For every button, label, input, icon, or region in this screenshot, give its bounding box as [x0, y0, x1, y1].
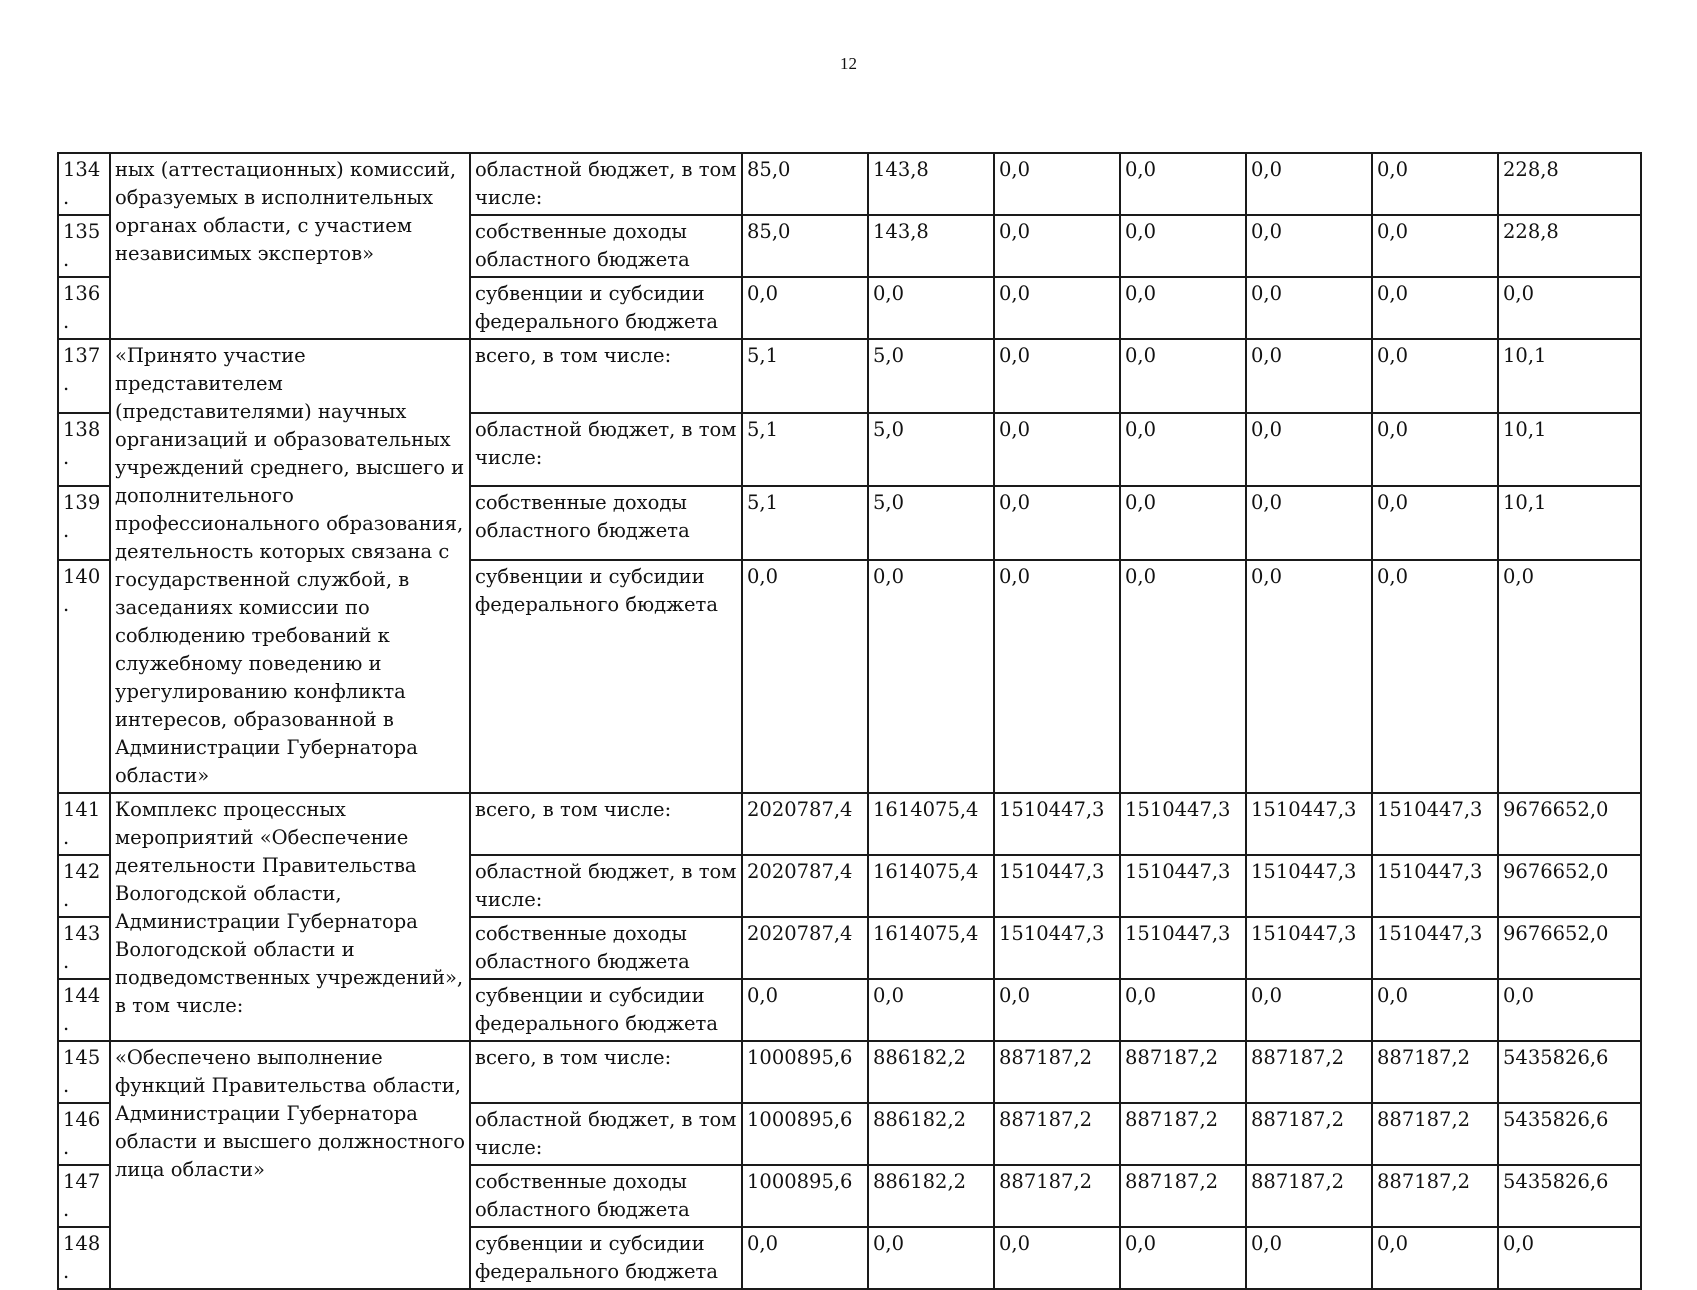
- value-cell: 887187,2: [1120, 1103, 1246, 1165]
- value-cell: 0,0: [1246, 413, 1372, 487]
- funding-source: собственные доходы областного бюджета: [470, 486, 742, 560]
- funding-source: собственные доходы областного бюджета: [470, 917, 742, 979]
- total-value-cell: 0,0: [1498, 1227, 1641, 1289]
- total-value-cell: 228,8: [1498, 215, 1641, 277]
- value-cell: 887187,2: [1372, 1041, 1498, 1103]
- value-cell: 887187,2: [1246, 1165, 1372, 1227]
- value-cell: 2020787,4: [742, 855, 868, 917]
- value-cell: 0,0: [868, 979, 994, 1041]
- measure-name: «Обеспечено выполнение функций Правительства области, Администрации Губернатора области и высшего должностного лица области»: [110, 1041, 470, 1289]
- funding-source: всего, в том числе:: [470, 1041, 742, 1103]
- funding-source: субвенции и субсидии федерального бюджета: [470, 277, 742, 339]
- value-cell: 0,0: [1246, 339, 1372, 413]
- row-number: 134.: [58, 153, 110, 215]
- row-number: 145.: [58, 1041, 110, 1103]
- value-cell: 143,8: [868, 153, 994, 215]
- value-cell: 5,0: [868, 413, 994, 487]
- value-cell: 0,0: [994, 1227, 1120, 1289]
- value-cell: 2020787,4: [742, 917, 868, 979]
- total-value-cell: 228,8: [1498, 153, 1641, 215]
- value-cell: 0,0: [1372, 339, 1498, 413]
- value-cell: 2020787,4: [742, 793, 868, 855]
- value-cell: 886182,2: [868, 1103, 994, 1165]
- value-cell: 1510447,3: [1120, 917, 1246, 979]
- row-number: 141.: [58, 793, 110, 855]
- total-value-cell: 9676652,0: [1498, 855, 1641, 917]
- value-cell: 0,0: [742, 277, 868, 339]
- funding-source: всего, в том числе:: [470, 793, 742, 855]
- value-cell: 0,0: [1246, 215, 1372, 277]
- row-number: 137.: [58, 339, 110, 413]
- funding-source: областной бюджет, в том числе:: [470, 1103, 742, 1165]
- value-cell: 0,0: [1246, 979, 1372, 1041]
- value-cell: 0,0: [994, 277, 1120, 339]
- value-cell: 0,0: [868, 1227, 994, 1289]
- value-cell: 0,0: [1372, 1227, 1498, 1289]
- funding-source: областной бюджет, в том числе:: [470, 855, 742, 917]
- value-cell: 1510447,3: [994, 917, 1120, 979]
- value-cell: 886182,2: [868, 1165, 994, 1227]
- value-cell: 0,0: [1120, 153, 1246, 215]
- value-cell: 0,0: [1246, 1227, 1372, 1289]
- funding-source: собственные доходы областного бюджета: [470, 1165, 742, 1227]
- value-cell: 0,0: [1120, 979, 1246, 1041]
- value-cell: 0,0: [1246, 277, 1372, 339]
- total-value-cell: 10,1: [1498, 339, 1641, 413]
- value-cell: 85,0: [742, 215, 868, 277]
- value-cell: 886182,2: [868, 1041, 994, 1103]
- row-number: 139.: [58, 486, 110, 560]
- value-cell: 1614075,4: [868, 917, 994, 979]
- total-value-cell: 5435826,6: [1498, 1165, 1641, 1227]
- value-cell: 0,0: [1120, 413, 1246, 487]
- total-value-cell: 9676652,0: [1498, 793, 1641, 855]
- value-cell: 0,0: [868, 277, 994, 339]
- value-cell: 1510447,3: [994, 793, 1120, 855]
- row-number: 147.: [58, 1165, 110, 1227]
- table-row: [58, 339, 1641, 413]
- table-body: [58, 153, 1641, 1289]
- row-number: 142.: [58, 855, 110, 917]
- value-cell: 0,0: [994, 215, 1120, 277]
- value-cell: 0,0: [1246, 153, 1372, 215]
- funding-source: субвенции и субсидии федерального бюджета: [470, 1227, 742, 1289]
- value-cell: 1614075,4: [868, 855, 994, 917]
- funding-source: областной бюджет, в том числе:: [470, 413, 742, 487]
- value-cell: 0,0: [1372, 215, 1498, 277]
- funding-source: субвенции и субсидии федерального бюджета: [470, 979, 742, 1041]
- value-cell: 0,0: [1120, 560, 1246, 793]
- total-value-cell: 5435826,6: [1498, 1103, 1641, 1165]
- page-number: 12: [840, 54, 857, 73]
- value-cell: 0,0: [994, 339, 1120, 413]
- value-cell: 1510447,3: [1372, 917, 1498, 979]
- value-cell: 0,0: [1372, 413, 1498, 487]
- value-cell: 143,8: [868, 215, 994, 277]
- value-cell: 1510447,3: [1246, 917, 1372, 979]
- value-cell: 887187,2: [1246, 1103, 1372, 1165]
- funding-source: областной бюджет, в том числе:: [470, 153, 742, 215]
- row-number: 148.: [58, 1227, 110, 1289]
- value-cell: 0,0: [994, 979, 1120, 1041]
- value-cell: 1000895,6: [742, 1165, 868, 1227]
- value-cell: 0,0: [994, 560, 1120, 793]
- total-value-cell: 10,1: [1498, 413, 1641, 487]
- row-number: 140.: [58, 560, 110, 793]
- value-cell: 0,0: [742, 1227, 868, 1289]
- value-cell: 0,0: [1120, 215, 1246, 277]
- row-number: 135.: [58, 215, 110, 277]
- value-cell: 887187,2: [1120, 1165, 1246, 1227]
- funding-source: всего, в том числе:: [470, 339, 742, 413]
- value-cell: 85,0: [742, 153, 868, 215]
- value-cell: 1000895,6: [742, 1103, 868, 1165]
- total-value-cell: 5435826,6: [1498, 1041, 1641, 1103]
- value-cell: 0,0: [1120, 277, 1246, 339]
- value-cell: 1510447,3: [994, 855, 1120, 917]
- value-cell: 1000895,6: [742, 1041, 868, 1103]
- value-cell: 0,0: [1246, 486, 1372, 560]
- funding-source: собственные доходы областного бюджета: [470, 215, 742, 277]
- value-cell: 887187,2: [1372, 1103, 1498, 1165]
- value-cell: 1510447,3: [1120, 793, 1246, 855]
- value-cell: 5,0: [868, 339, 994, 413]
- total-value-cell: 10,1: [1498, 486, 1641, 560]
- value-cell: 0,0: [868, 560, 994, 793]
- measure-name: «Принято участие представителем (представителями) научных организаций и образовательных учреждений среднего, высшего и дополнительного профессионального образования, деятельность которых связана с государственной службой, в заседаниях комиссии по соблюдению требований к служебному поведению и урегулированию конфликта интересов, образованной в Администрации Губернатора области»: [110, 339, 470, 793]
- value-cell: 0,0: [994, 486, 1120, 560]
- value-cell: 0,0: [1372, 560, 1498, 793]
- table-row: [58, 153, 1641, 215]
- measure-name: Комплекс процессных мероприятий «Обеспечение деятельности Правительства Вологодской области, Администрации Губернатора Вологодской области и подведомственных учреждений», в том числе:: [110, 793, 470, 1041]
- row-number: 136.: [58, 277, 110, 339]
- value-cell: 887187,2: [994, 1103, 1120, 1165]
- value-cell: 0,0: [994, 413, 1120, 487]
- budget-table: [57, 152, 1642, 1290]
- total-value-cell: 0,0: [1498, 277, 1641, 339]
- value-cell: 0,0: [1120, 486, 1246, 560]
- value-cell: 0,0: [1372, 486, 1498, 560]
- measure-name: ных (аттестационных) комиссий, образуемых в исполнительных органах области, с участием независимых экспертов»: [110, 153, 470, 339]
- value-cell: 0,0: [1120, 1227, 1246, 1289]
- row-number: 143.: [58, 917, 110, 979]
- value-cell: 1614075,4: [868, 793, 994, 855]
- value-cell: 0,0: [1372, 979, 1498, 1041]
- value-cell: 5,1: [742, 339, 868, 413]
- value-cell: 5,1: [742, 413, 868, 487]
- value-cell: 0,0: [1120, 339, 1246, 413]
- value-cell: 0,0: [1372, 277, 1498, 339]
- value-cell: 5,0: [868, 486, 994, 560]
- value-cell: 1510447,3: [1372, 855, 1498, 917]
- table-row: [58, 1041, 1641, 1103]
- value-cell: 887187,2: [994, 1041, 1120, 1103]
- total-value-cell: 0,0: [1498, 560, 1641, 793]
- value-cell: 1510447,3: [1372, 793, 1498, 855]
- value-cell: 5,1: [742, 486, 868, 560]
- table-row: [58, 793, 1641, 855]
- row-number: 138.: [58, 413, 110, 487]
- value-cell: 0,0: [742, 979, 868, 1041]
- total-value-cell: 9676652,0: [1498, 917, 1641, 979]
- value-cell: 0,0: [1372, 153, 1498, 215]
- funding-source: субвенции и субсидии федерального бюджета: [470, 560, 742, 793]
- value-cell: 1510447,3: [1246, 855, 1372, 917]
- value-cell: 887187,2: [994, 1165, 1120, 1227]
- value-cell: 887187,2: [1372, 1165, 1498, 1227]
- value-cell: 1510447,3: [1120, 855, 1246, 917]
- value-cell: 0,0: [994, 153, 1120, 215]
- value-cell: 1510447,3: [1246, 793, 1372, 855]
- row-number: 144.: [58, 979, 110, 1041]
- value-cell: 0,0: [1246, 560, 1372, 793]
- value-cell: 0,0: [742, 560, 868, 793]
- value-cell: 887187,2: [1246, 1041, 1372, 1103]
- total-value-cell: 0,0: [1498, 979, 1641, 1041]
- value-cell: 887187,2: [1120, 1041, 1246, 1103]
- row-number: 146.: [58, 1103, 110, 1165]
